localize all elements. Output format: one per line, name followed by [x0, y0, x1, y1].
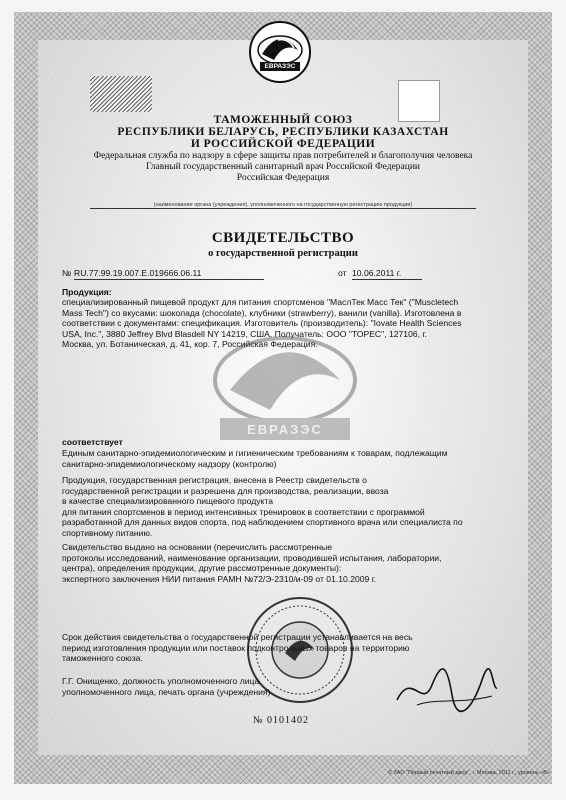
header-line-4: Федеральная служба по надзору в сфере защиты прав потребителей и благополучия человека [93, 151, 473, 161]
register-line: в качестве специализированного пищевого продукта [62, 496, 273, 507]
registration-terms [62, 475, 514, 539]
form-number: № 0101402 [252, 715, 310, 726]
meets-line: Единым санитарно-эпидемиологическим и гигиеническим требованиям к товарам, подлежащим [62, 448, 448, 458]
corner-ornament [90, 76, 152, 112]
signatory-line: уполномоченного лица, печать органа (учреждения) [62, 686, 271, 697]
issuance-basis [62, 542, 514, 584]
emblem-label: ЕВРАЗЭС [264, 63, 296, 70]
validity-line: Срок действия свидетельства о государственной регистрации устанавливается на весь [62, 632, 413, 642]
eurasec-emblem-icon [248, 20, 312, 84]
register-line: государственной регистрации и разрешена для производства, реализации, ввоза [62, 485, 389, 496]
printer-note: © ЗАО "Первый печатный двор", г. Москва, 2011 г., уровень «В» [387, 770, 550, 776]
register-line: для питания спортсменов в период интенсивных тренировок в соответствии с программой [62, 506, 425, 517]
certificate-number: RU.77.99.19.007.Е.019666.06.11 [74, 268, 202, 278]
certificate-title: СВИДЕТЕЛЬСТВО [211, 230, 355, 246]
number-label: № [62, 268, 72, 278]
header-line-5: Главный государственный санитарный врач Российской Федерации [145, 162, 421, 172]
authority-caption: (наименование органа (учреждения), уполномоченного на государственную регистрацию продукции) [153, 202, 413, 208]
validity-line: таможенного союза. [62, 653, 143, 664]
product-line: USA, Inc.", 3880 Jeffrey Blvd Blasdell NY 14219, США. Получатель: ООО "ТОРЕС", 127106, г. [62, 328, 427, 339]
handwritten-signature-icon [392, 660, 502, 715]
number-rule [74, 279, 264, 280]
date-label: от [338, 268, 347, 278]
register-line: спортивному питанию. [62, 527, 153, 538]
header-line-6: Российская Федерация [236, 173, 330, 183]
meets-label: соответствует [62, 437, 123, 447]
register-line: Продукция, государственная регистрация, внесена в Реестр свидетельств о [62, 475, 367, 485]
basis-line: протоколы исследований, наименование организации, проводившей испытания, лаборатории, [62, 552, 442, 563]
meets-line: санитарно-эпидемиологическому надзору (контролю) [62, 458, 277, 469]
product-line: Москва, ул. Ботаническая, д. 41, кор. 7, Российская Федерация. [62, 339, 318, 350]
date-rule [352, 279, 422, 280]
header-line-1: ТАМОЖЕННЫЙ СОЮЗ [213, 114, 353, 126]
product-line: специализированный пищевой продукт для питания спортсменов "МаслТек Масс Тек" ("Muscletech [62, 297, 459, 307]
basis-line: экспертного заключения НИИ питания РАМН №72/Э-2310/и-09 от 01.10.2009 г. [62, 573, 377, 584]
register-line: разработанной для данных видов спорта, под наблюдением спортивного врача или специалиста по [62, 517, 463, 528]
signatory-line: Г.Г. Онищенко, должность уполномоченного лица [62, 676, 260, 686]
basis-line: центра), определения продукции, другие рассмотренные документы): [62, 563, 342, 574]
certificate-date: 10.06.2011 г. [352, 268, 402, 278]
watermark-label: ЕВРАЗЭС [247, 422, 323, 437]
product-line: Mass Tech") со вкусами: шоколада (chocolate), клубники (strawberry), ванили (vanilla). Изготовлена в [62, 307, 462, 318]
validity-line: период изготовления продукции или поставок подконтрольных товаров на территорию [62, 642, 410, 653]
basis-line: Свидетельство выдано на основании (перечислить рассмотренные [62, 542, 333, 552]
meets-requirements [62, 448, 514, 469]
certificate-subtitle: о государственной регистрации [208, 248, 358, 259]
header-line-2: РЕСПУБЛИКИ БЕЛАРУСЬ, РЕСПУБЛИКИ КАЗАХСТАН [117, 126, 449, 138]
signatory-block [62, 676, 322, 697]
product-line: соответствии с документами: спецификация. Изготовитель (производитель): "Iovate Health Sciences [62, 318, 462, 329]
product-label: Продукция: [62, 287, 112, 297]
header-line-3: И РОССИЙСКОЙ ФЕДЕРАЦИИ [190, 138, 376, 150]
validity-terms [62, 632, 514, 664]
